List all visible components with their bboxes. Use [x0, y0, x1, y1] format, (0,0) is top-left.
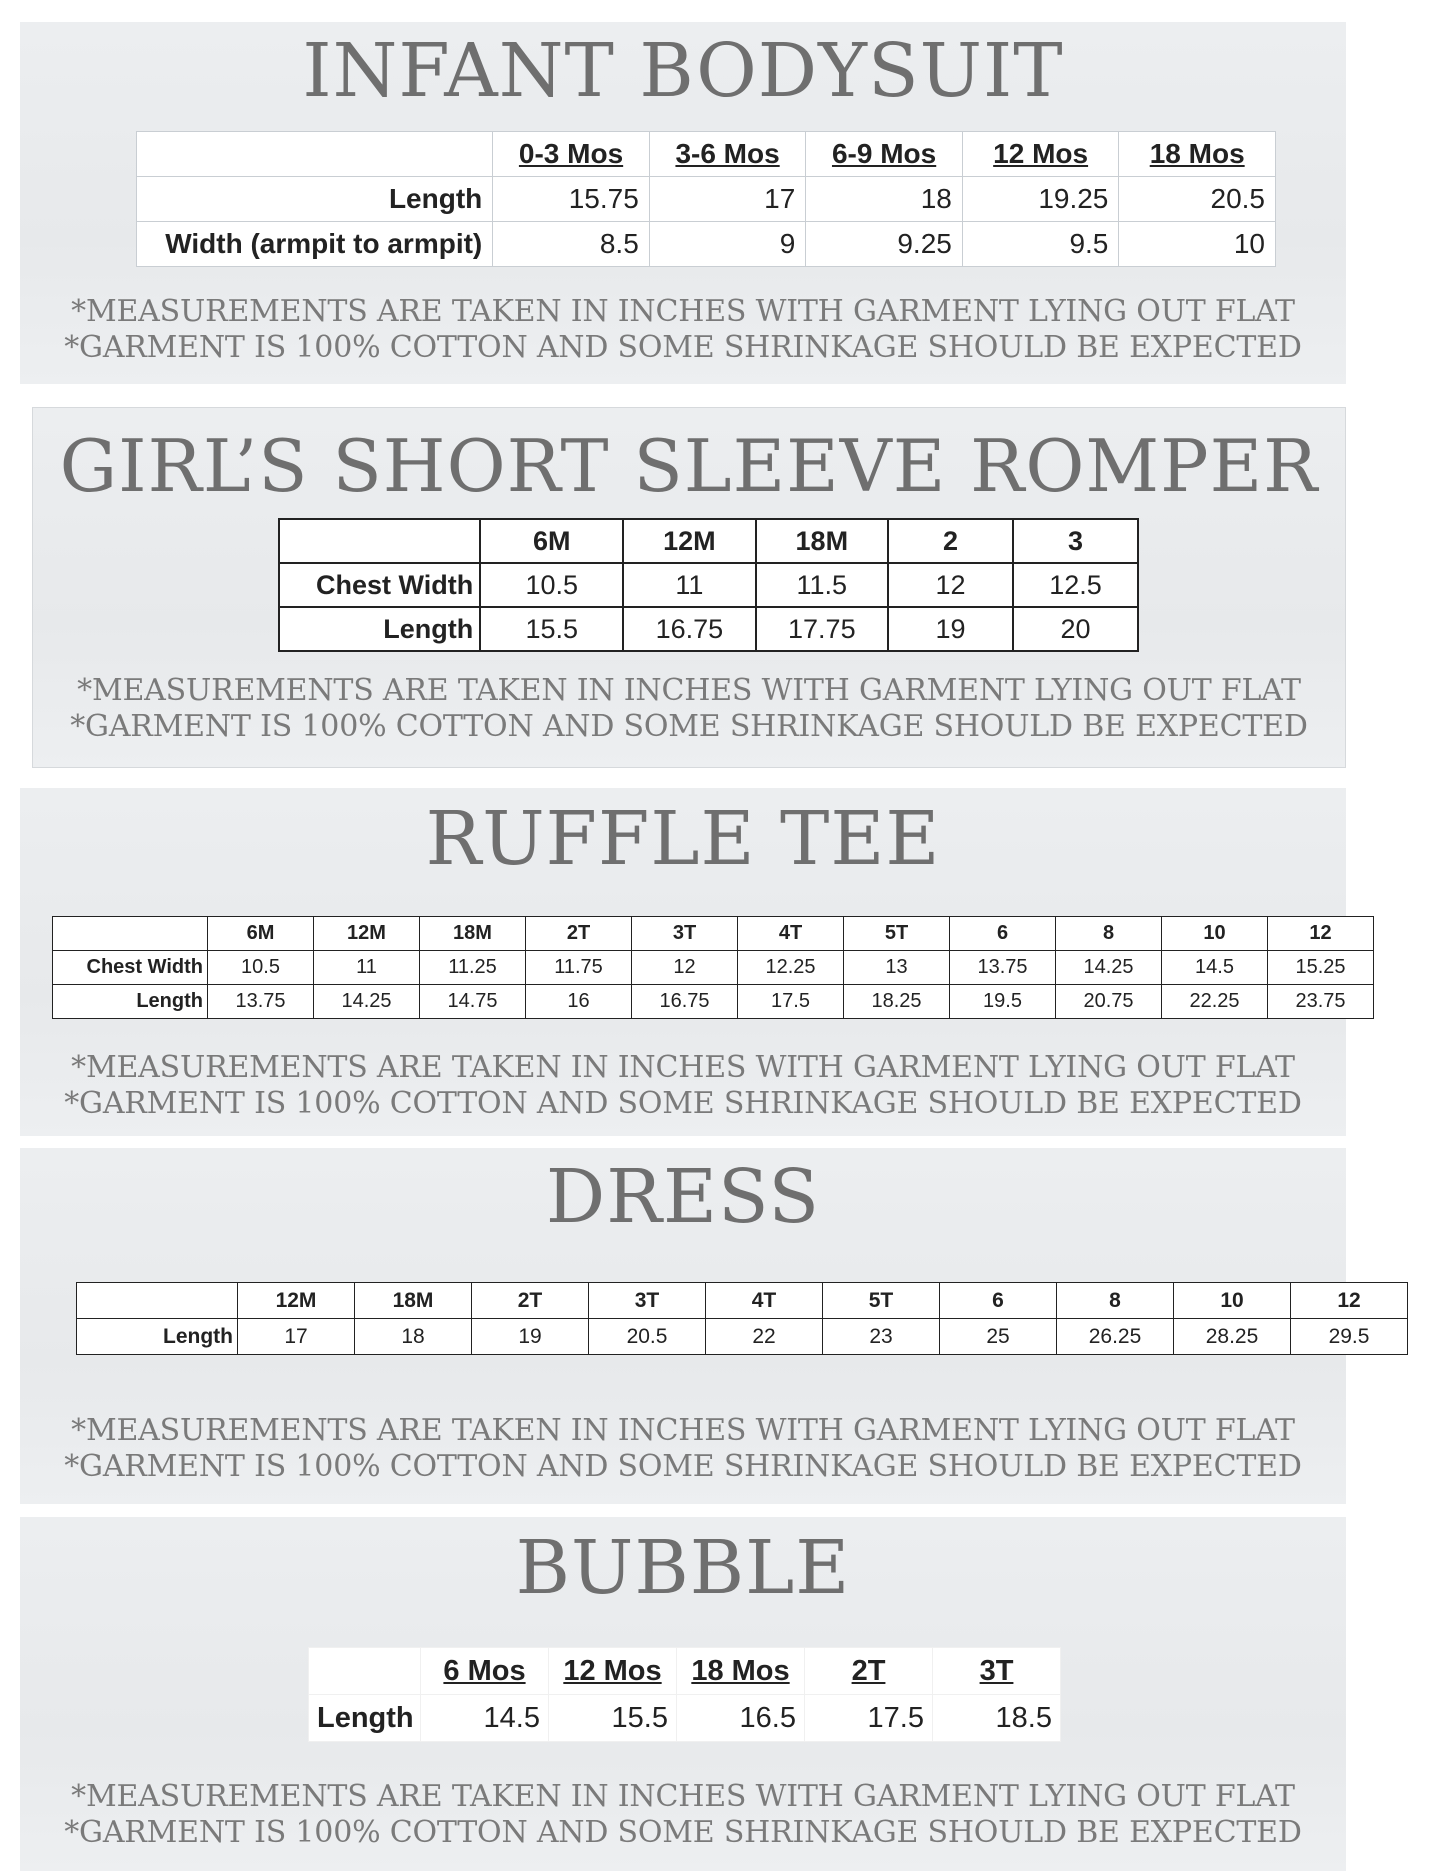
corner-cell: [309, 1648, 421, 1695]
row-label: Chest Width: [279, 563, 480, 607]
measurement-cell: 16.75: [623, 607, 755, 651]
corner-cell: [279, 519, 480, 563]
size-header: 2T: [472, 1283, 589, 1319]
measurement-cell: 23: [823, 1319, 940, 1355]
measurement-note: *MEASUREMENTS ARE TAKEN IN INCHES WITH GARMENT LYING OUT FLAT: [71, 1413, 1295, 1448]
size-header: 4T: [738, 917, 844, 951]
measurement-cell: 20.5: [1119, 177, 1276, 222]
measurement-cell: 12.5: [1013, 563, 1138, 607]
measurement-cell: 13.75: [208, 985, 314, 1019]
shrinkage-note: *GARMENT IS 100% COTTON AND SOME SHRINKAGE SHOULD BE EXPECTED: [70, 709, 1308, 744]
measurement-cell: 8.5: [493, 222, 650, 267]
row-label: Length: [309, 1695, 421, 1742]
measurement-cell: 10: [1119, 222, 1276, 267]
infant-bodysuit-section: [20, 22, 1346, 384]
size-header: 12M: [238, 1283, 355, 1319]
section-title: DRESS: [545, 1154, 821, 1240]
size-header: 8: [1057, 1283, 1174, 1319]
size-table: [76, 1282, 1408, 1355]
measurement-cell: 13: [844, 951, 950, 985]
measurement-cell: 11.5: [756, 563, 888, 607]
measurement-cell: 10.5: [208, 951, 314, 985]
measurement-cell: 16.75: [632, 985, 738, 1019]
measurement-cell: 23.75: [1268, 985, 1374, 1019]
measurement-cell: 14.5: [1162, 951, 1268, 985]
corner-cell: [53, 917, 208, 951]
measurement-cell: 20: [1013, 607, 1138, 651]
measurement-cell: 18.25: [844, 985, 950, 1019]
measurement-cell: 19: [888, 607, 1013, 651]
table-row: [279, 563, 1138, 607]
size-header: 6M: [208, 917, 314, 951]
measurement-note: *MEASUREMENTS ARE TAKEN IN INCHES WITH GARMENT LYING OUT FLAT: [71, 294, 1295, 329]
measurement-note: *MEASUREMENTS ARE TAKEN IN INCHES WITH GARMENT LYING OUT FLAT: [77, 673, 1301, 708]
size-header: 6M: [480, 519, 623, 563]
measurement-cell: 17.5: [738, 985, 844, 1019]
size-header: 8: [1056, 917, 1162, 951]
measurement-cell: 15.5: [549, 1695, 677, 1742]
measurement-cell: 17: [238, 1319, 355, 1355]
measurement-cell: 19.25: [962, 177, 1119, 222]
table-row: [137, 177, 1276, 222]
measurement-cell: 29.5: [1291, 1319, 1408, 1355]
measurement-cell: 19.5: [950, 985, 1056, 1019]
measurement-cell: 14.5: [421, 1695, 549, 1742]
size-notes: [20, 1050, 1346, 1122]
measurement-cell: 14.75: [420, 985, 526, 1019]
bubble-section: [20, 1517, 1346, 1871]
size-header: 12M: [623, 519, 755, 563]
size-header: 12: [1268, 917, 1374, 951]
section-title: BUBBLE: [515, 1525, 851, 1611]
corner-cell: [77, 1283, 238, 1319]
table-row: [309, 1695, 1061, 1742]
section-title: INFANT BODYSUIT: [302, 28, 1064, 114]
measurement-cell: 26.25: [1057, 1319, 1174, 1355]
measurement-cell: 15.5: [480, 607, 623, 651]
measurement-cell: 9: [649, 222, 806, 267]
measurement-cell: 9.25: [806, 222, 963, 267]
size-header: 5T: [823, 1283, 940, 1319]
size-table: [278, 518, 1139, 652]
size-header: 10: [1174, 1283, 1291, 1319]
shrinkage-note: *GARMENT IS 100% COTTON AND SOME SHRINKAGE SHOULD BE EXPECTED: [64, 1449, 1302, 1484]
size-header: 6-9 Mos: [806, 132, 963, 177]
size-header: 12 Mos: [962, 132, 1119, 177]
measurement-cell: 15.75: [493, 177, 650, 222]
size-header: 6: [940, 1283, 1057, 1319]
measurement-cell: 12: [888, 563, 1013, 607]
measurement-cell: 22: [706, 1319, 823, 1355]
size-header: 3T: [632, 917, 738, 951]
table-row: [77, 1319, 1408, 1355]
table-row: [53, 951, 1374, 985]
measurement-cell: 13.75: [950, 951, 1056, 985]
table-row: [137, 222, 1276, 267]
table-header-row: [77, 1283, 1408, 1319]
dress-section: [20, 1148, 1370, 1504]
romper-section: [32, 407, 1346, 768]
section-title: GIRL’S SHORT SLEEVE ROMPER: [59, 424, 1319, 508]
measurement-cell: 17: [649, 177, 806, 222]
size-notes: [33, 673, 1345, 745]
measurement-cell: 25: [940, 1319, 1057, 1355]
measurement-cell: 20.75: [1056, 985, 1162, 1019]
row-label: Width (armpit to armpit): [137, 222, 493, 267]
size-header: 4T: [706, 1283, 823, 1319]
measurement-cell: 16.5: [677, 1695, 805, 1742]
table-header-row: [309, 1648, 1061, 1695]
size-header: 12: [1291, 1283, 1408, 1319]
measurement-cell: 16: [526, 985, 632, 1019]
shrinkage-note: *GARMENT IS 100% COTTON AND SOME SHRINKAGE SHOULD BE EXPECTED: [64, 1086, 1302, 1121]
section-title: RUFFLE TEE: [425, 796, 941, 882]
size-header: 2: [888, 519, 1013, 563]
table-row: [53, 985, 1374, 1019]
size-header: 18M: [355, 1283, 472, 1319]
measurement-cell: 11: [314, 951, 420, 985]
table-row: [279, 607, 1138, 651]
row-label: Length: [279, 607, 480, 651]
size-header: 18M: [420, 917, 526, 951]
size-table: [136, 131, 1276, 267]
measurement-cell: 10.5: [480, 563, 623, 607]
measurement-cell: 11: [623, 563, 755, 607]
measurement-cell: 11.75: [526, 951, 632, 985]
size-header: 0-3 Mos: [493, 132, 650, 177]
measurement-cell: 12: [632, 951, 738, 985]
measurement-cell: 28.25: [1174, 1319, 1291, 1355]
corner-cell: [137, 132, 493, 177]
measurement-cell: 14.25: [314, 985, 420, 1019]
row-label: Length: [77, 1319, 238, 1355]
size-header: 6: [950, 917, 1056, 951]
measurement-cell: 15.25: [1268, 951, 1374, 985]
measurement-note: *MEASUREMENTS ARE TAKEN IN INCHES WITH GARMENT LYING OUT FLAT: [71, 1050, 1295, 1085]
size-header: 12M: [314, 917, 420, 951]
table-header-row: [279, 519, 1138, 563]
table-header-row: [137, 132, 1276, 177]
row-label: Chest Width: [53, 951, 208, 985]
size-header: 18 Mos: [1119, 132, 1276, 177]
size-header: 3T: [589, 1283, 706, 1319]
size-table: [308, 1647, 1061, 1742]
measurement-cell: 17.75: [756, 607, 888, 651]
measurement-cell: 18: [806, 177, 963, 222]
shrinkage-note: *GARMENT IS 100% COTTON AND SOME SHRINKAGE SHOULD BE EXPECTED: [64, 330, 1302, 365]
size-header: 2T: [805, 1648, 933, 1695]
measurement-cell: 19: [472, 1319, 589, 1355]
size-header: 18 Mos: [677, 1648, 805, 1695]
size-header: 18M: [756, 519, 888, 563]
measurement-cell: 11.25: [420, 951, 526, 985]
measurement-cell: 18.5: [933, 1695, 1061, 1742]
size-notes: [20, 1413, 1346, 1485]
row-label: Length: [137, 177, 493, 222]
measurement-cell: 20.5: [589, 1319, 706, 1355]
size-header: 3: [1013, 519, 1138, 563]
measurement-cell: 22.25: [1162, 985, 1268, 1019]
measurement-cell: 17.5: [805, 1695, 933, 1742]
size-header: 12 Mos: [549, 1648, 677, 1695]
shrinkage-note: *GARMENT IS 100% COTTON AND SOME SHRINKAGE SHOULD BE EXPECTED: [64, 1815, 1302, 1850]
size-header: 6 Mos: [421, 1648, 549, 1695]
table-header-row: [53, 917, 1374, 951]
size-header: 3-6 Mos: [649, 132, 806, 177]
size-header: 5T: [844, 917, 950, 951]
measurement-cell: 18: [355, 1319, 472, 1355]
size-header: 2T: [526, 917, 632, 951]
ruffle-tee-section: [20, 788, 1346, 1136]
measurement-cell: 9.5: [962, 222, 1119, 267]
size-table: [52, 916, 1374, 1019]
size-header: 3T: [933, 1648, 1061, 1695]
size-notes: [20, 1779, 1346, 1851]
row-label: Length: [53, 985, 208, 1019]
size-header: 10: [1162, 917, 1268, 951]
measurement-note: *MEASUREMENTS ARE TAKEN IN INCHES WITH GARMENT LYING OUT FLAT: [71, 1779, 1295, 1814]
measurement-cell: 12.25: [738, 951, 844, 985]
size-notes: [20, 294, 1346, 366]
measurement-cell: 14.25: [1056, 951, 1162, 985]
